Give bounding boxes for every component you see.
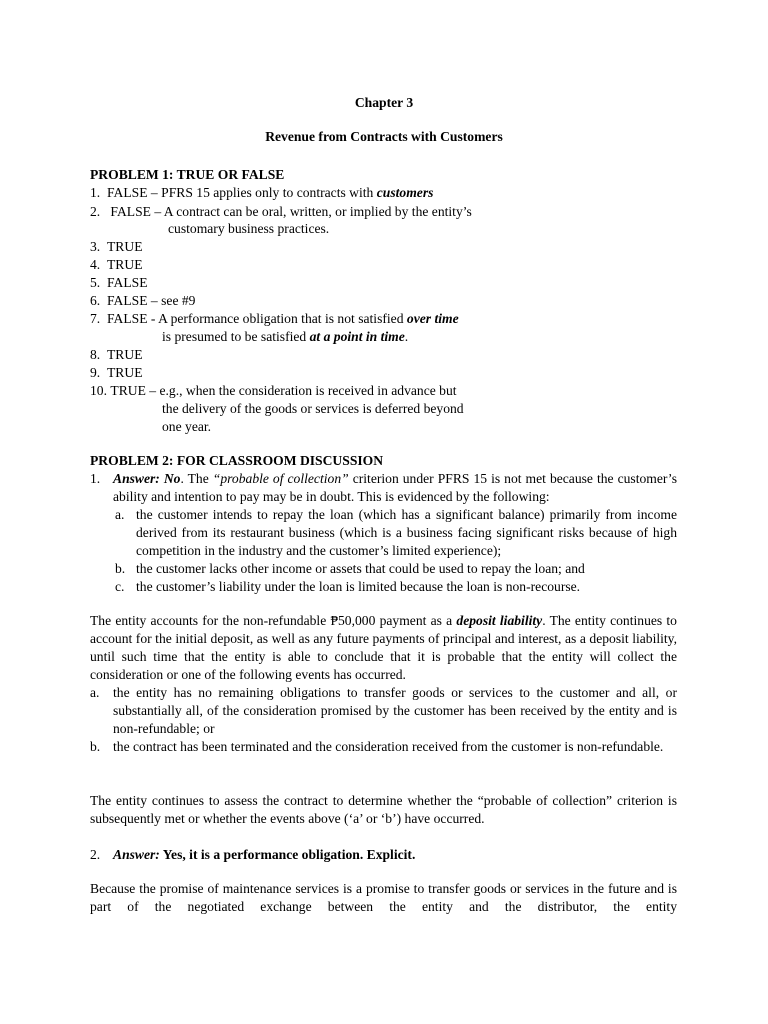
p1-item-6: 6. FALSE – see #9	[90, 293, 196, 308]
p1-item-7-cont: is presumed to be satisfied at a point in time.	[162, 329, 409, 344]
deposit-liability-paragraph: The entity accounts for the non-refundable ₱50,000 payment as a deposit liability. The entity continues to account for the initial deposit, as well as any future payments of principal and interest, as a deposit liability, until such time that the entity is able to conclude that it is probable that the entity will collect the consideration or one of the following events has occurred.	[90, 613, 677, 682]
p2-a1-sub-a-text: the customer intends to repay the loan (which has a significant balance) primarily from income derived from its restaurant business (which is a business facing significant risks because of high competition in the industry and the customer’s limited experience);	[136, 507, 677, 558]
p2-a1-sub-b-letter: b.	[115, 561, 126, 576]
assessment-paragraph: The entity continues to assess the contract to determine whether the “probable of collection” criterion is subsequently met or whether the events above (‘a’ or ‘b’) have occurred.	[90, 793, 677, 826]
p1-item-9: 9. TRUE	[90, 365, 143, 380]
p2-answer-1-number: 1.	[90, 471, 101, 486]
p2-a1-sub-b-text: the customer lacks other income or assets that could be used to repay the loan; and	[136, 561, 585, 576]
para1-sub-b-text: the contract has been terminated and the consideration received from the customer is non-refundable.	[113, 739, 664, 754]
p1-item-1: 1. FALSE – PFRS 15 applies only to contracts with customers	[90, 185, 434, 200]
chapter-label: Chapter 3	[354, 95, 414, 110]
p2-answer-1-text: Answer: No. The “probable of collection” criterion under PFRS 15 is not met because the customer’s ability and intention to pay may be in doubt. This is evidenced by the following:	[113, 471, 677, 504]
p1-item-4: 4. TRUE	[90, 257, 143, 272]
p1-item-10: 10. TRUE – e.g., when the consideration is received in advance but	[90, 383, 457, 398]
p1-item-3: 3. TRUE	[90, 239, 143, 254]
p1-item-5: 5. FALSE	[90, 275, 148, 290]
p1-item-8: 8. TRUE	[90, 347, 143, 362]
para1-sub-b-letter: b.	[90, 739, 101, 754]
p2-answer-2-text: Answer: Yes, it is a performance obligation. Explicit.	[113, 847, 416, 862]
p2-a1-sub-c-text: the customer’s liability under the loan is limited because the loan is non-recourse.	[136, 579, 581, 594]
p2-a1-sub-a-letter: a.	[115, 507, 125, 522]
p1-item-10-cont-1: the delivery of the goods or services is deferred beyond	[162, 401, 464, 416]
p1-item-7: 7. FALSE - A performance obligation that is not satisfied over time	[90, 311, 459, 326]
problem-2-heading: PROBLEM 2: FOR CLASSROOM DISCUSSION	[90, 453, 384, 468]
maintenance-paragraph: Because the promise of maintenance services is a promise to transfer goods or services in the future and is part of the negotiated exchange between the entity and the distributor, the entity	[90, 881, 677, 914]
problem-1-heading: PROBLEM 1: TRUE OR FALSE	[90, 167, 285, 182]
p1-item-10-cont-2: one year.	[162, 419, 212, 434]
para1-sub-a-letter: a.	[90, 685, 100, 700]
para1-sub-a-text: the entity has no remaining obligations to transfer goods or services to the customer and all, or substantially all, of the consideration promised by the customer has been received by the entity and is non-refundable; or	[113, 685, 677, 736]
p1-item-2-cont: customary business practices.	[168, 221, 330, 236]
p2-a1-sub-c-letter: c.	[115, 579, 125, 594]
chapter-title: Revenue from Contracts with Customers	[265, 129, 503, 144]
p1-item-2: 2. FALSE – A contract can be oral, written, or implied by the entity’s	[90, 204, 472, 219]
p2-answer-2-number: 2.	[90, 847, 101, 862]
